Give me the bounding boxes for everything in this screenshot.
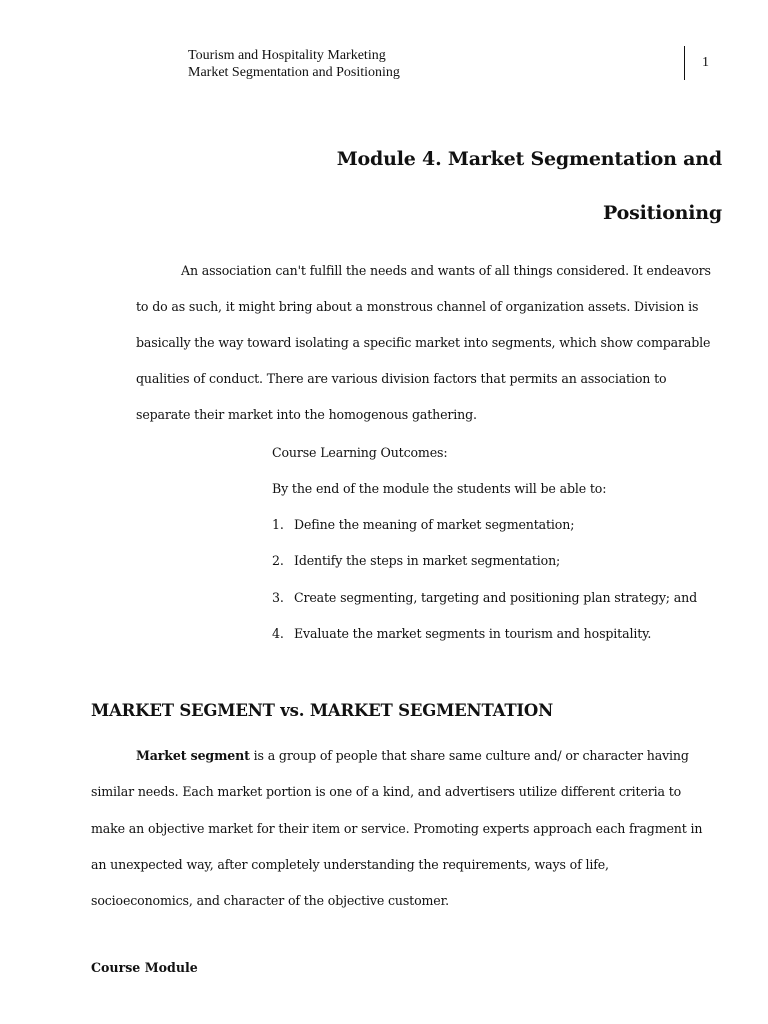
section-line-2: similar needs. Each market portion is one of a kind, and advertisers utilize different criteria to: [91, 784, 682, 799]
outcome-item-text: Evaluate the market segments in tourism and hospitality.: [294, 626, 652, 641]
intro-line-5: separate their market into the homogenous gathering.: [136, 407, 477, 422]
section-line-3: make an objective market for their item or service. Promoting experts approach each fragment in: [91, 821, 703, 836]
intro-line-3: basically the way toward isolating a specific market into segments, which show comparable: [136, 335, 711, 350]
outcome-item: [272, 590, 697, 606]
section-term: Market segment: [136, 748, 250, 763]
outcome-item: [272, 553, 560, 569]
outcome-item: [272, 626, 651, 642]
outcome-item: [272, 517, 574, 533]
page-title-line-1: Module 4. Market Segmentation and: [336, 148, 722, 170]
section-heading: MARKET SEGMENT vs. MARKET SEGMENTATION: [91, 701, 553, 720]
outcome-item-text: Identify the steps in market segmentation;: [294, 553, 561, 568]
header-divider: [684, 46, 685, 80]
section-first-line-text: is a group of people that share same culture and/ or character having: [249, 748, 689, 763]
page-title-line-2: Positioning: [603, 202, 722, 224]
intro-line-2: to do as such, it might bring about a monstrous channel of organization assets. Division is: [136, 299, 699, 314]
intro-line-4: qualities of conduct. There are various division factors that permits an association to: [136, 371, 667, 386]
outcome-item-text: Create segmenting, targeting and positioning plan strategy; and: [294, 590, 697, 605]
outcome-item-text: Define the meaning of market segmentation;: [294, 517, 575, 532]
header-topic-title: Market Segmentation and Positioning: [188, 65, 400, 80]
outcome-item-number: 3.: [272, 590, 284, 605]
outcome-item-number: 1.: [272, 517, 284, 532]
footer-label: Course Module: [91, 960, 198, 975]
intro-line-1: An association can't fulfill the needs and wants of all things considered. It endeavors: [181, 263, 711, 278]
outcome-item-number: 4.: [272, 626, 284, 641]
section-line-1: [136, 748, 689, 764]
outcomes-lead: By the end of the module the students will be able to:: [272, 481, 607, 496]
page-number: 1: [702, 55, 709, 70]
section-line-4: an unexpected way, after completely understanding the requirements, ways of life,: [91, 857, 609, 872]
outcomes-heading: Course Learning Outcomes:: [272, 445, 448, 460]
header-course-title: Tourism and Hospitality Marketing: [188, 48, 386, 63]
outcome-item-number: 2.: [272, 553, 284, 568]
section-line-5: socioeconomics, and character of the objective customer.: [91, 893, 449, 908]
